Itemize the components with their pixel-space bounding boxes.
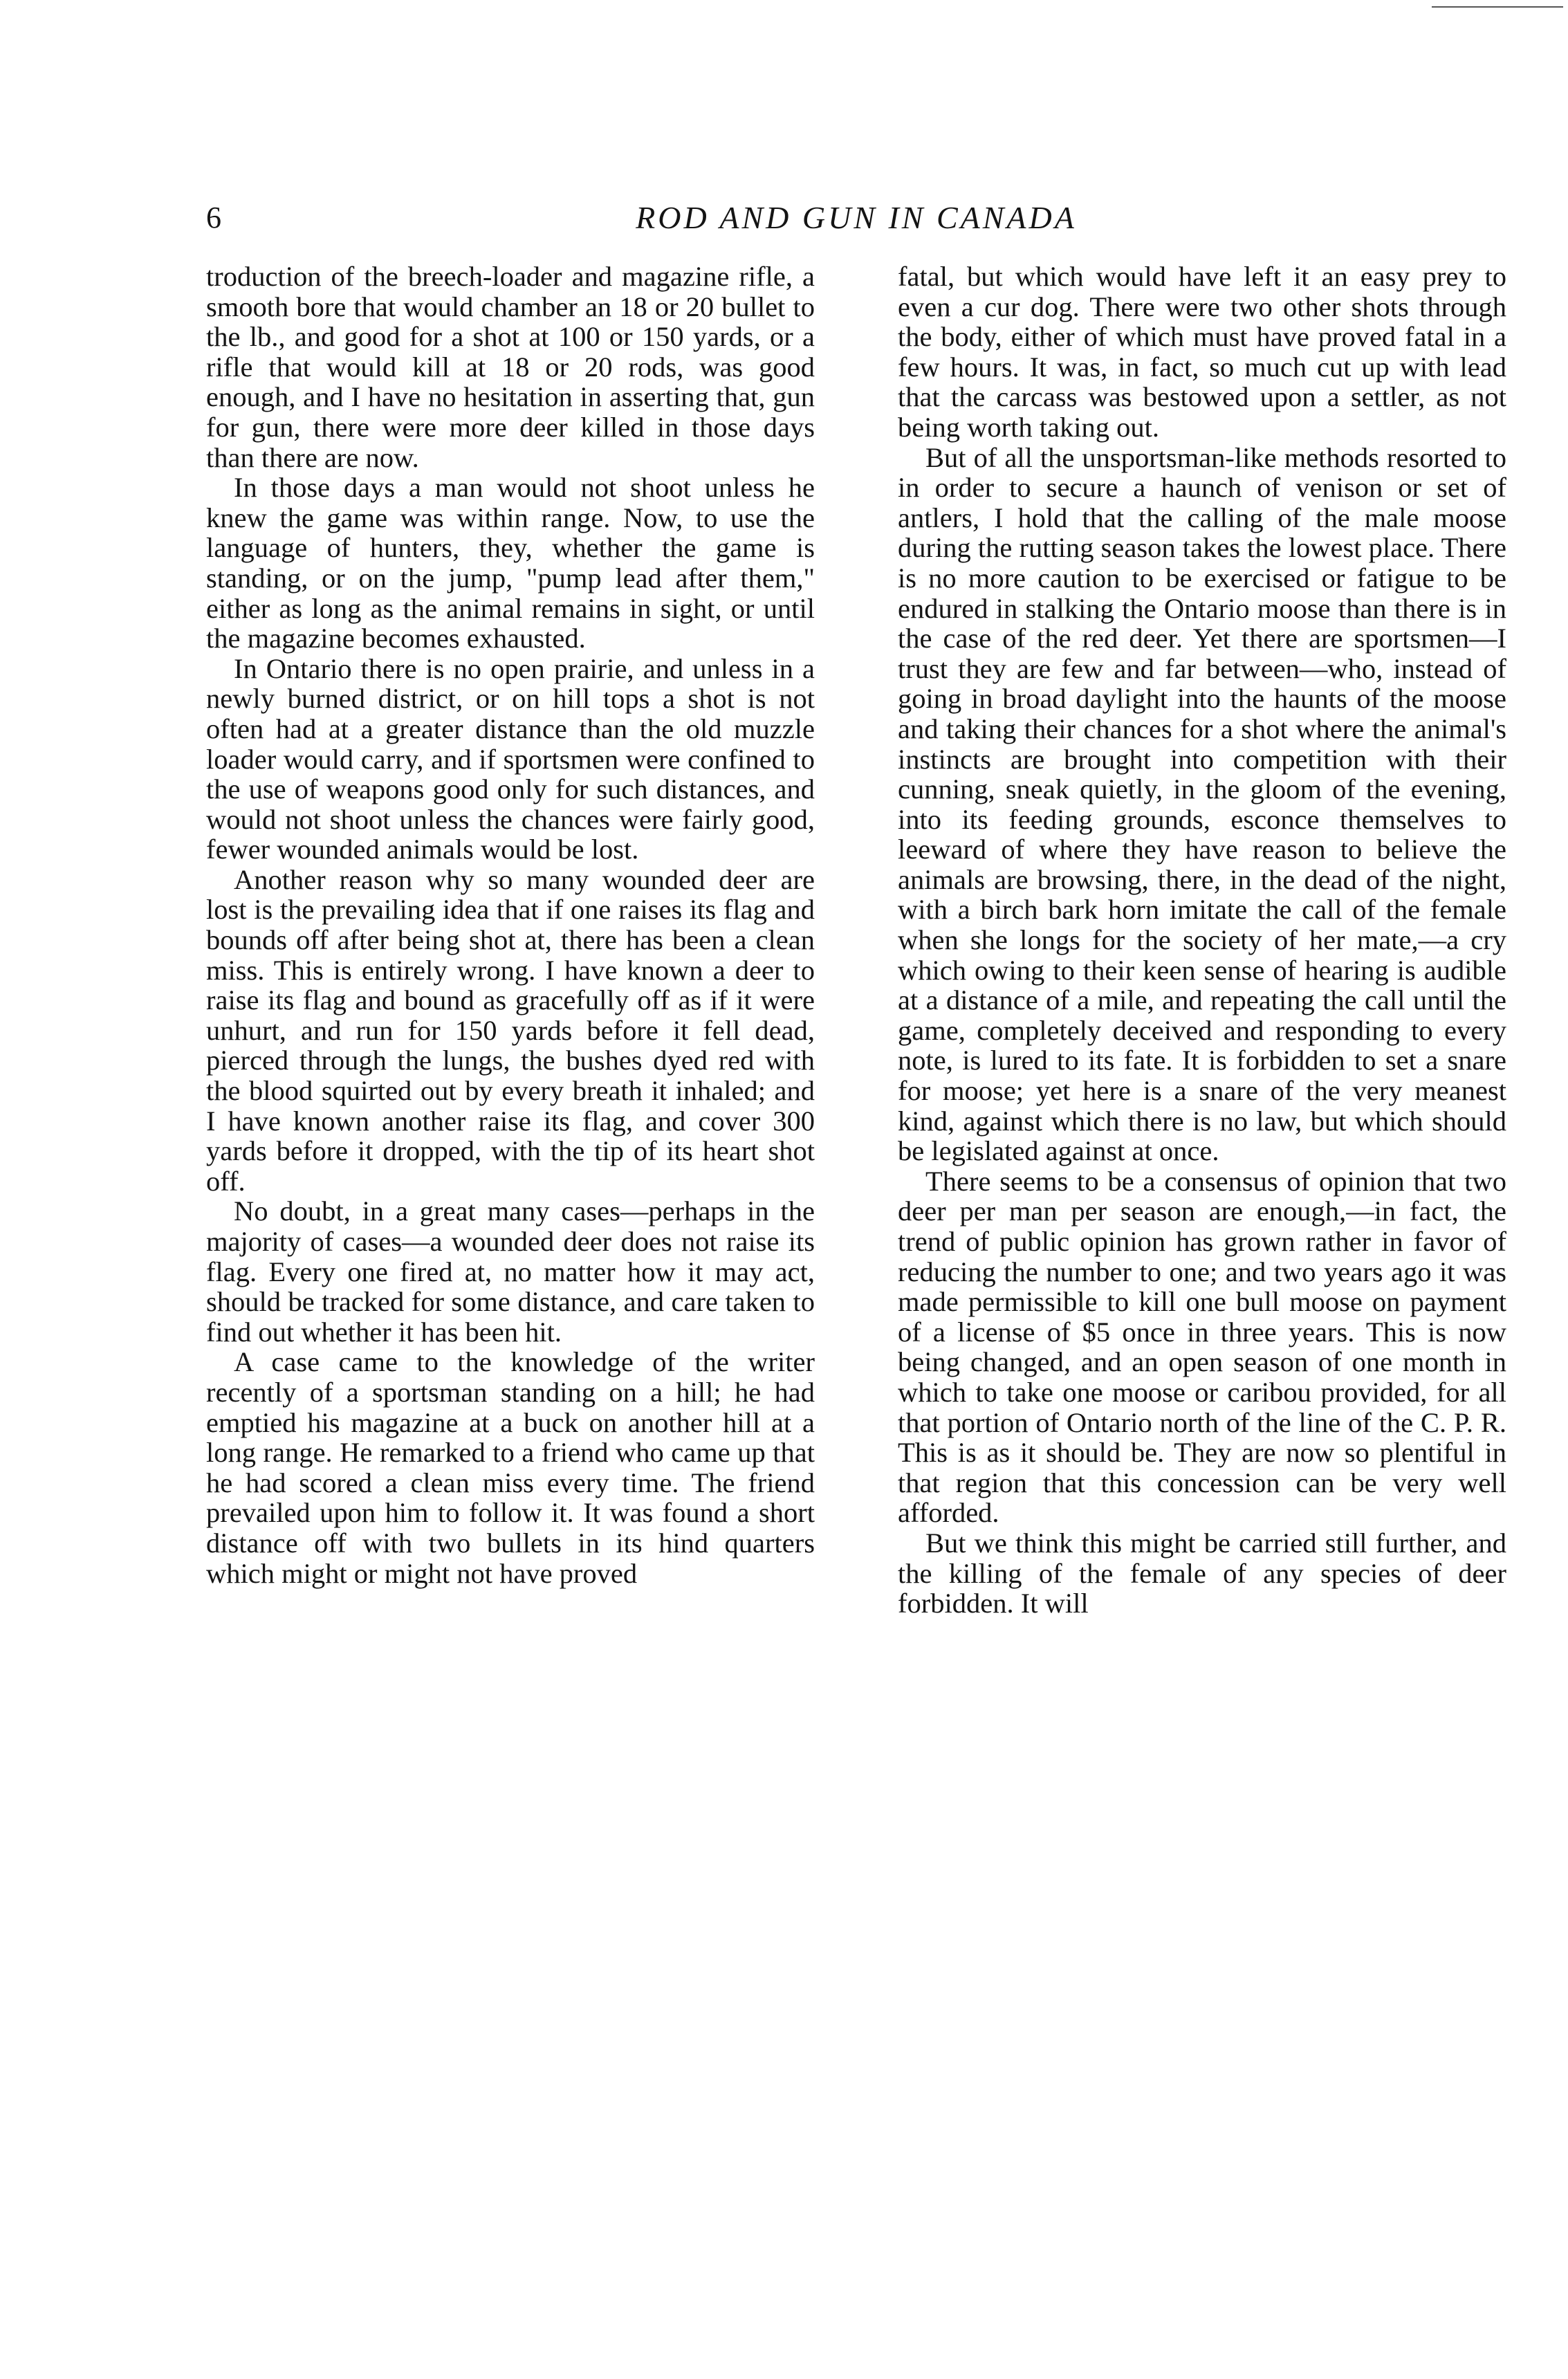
running-title: ROD AND GUN IN CANADA	[636, 200, 1077, 235]
paragraph: troduction of the breech-loader and magazine rifle, a smooth bore that would chamber an 18 or 20 bullet to the lb., and good for a shot at 100 or 150 yards, or a rifle that would kill at 18 or 20 rods, was good enough, and I have no hesitation in asserting that, gun for gun, there were more deer killed in those days than there are now.	[206, 261, 815, 473]
paragraph: But we think this might be carried still further, and the killing of the female of any species of deer forbidden. It will	[898, 1527, 1506, 1619]
paragraph: But of all the unsportsman-like methods resorted to in order to secure a haunch of venison or set of antlers, I hold that the calling of the male moose during the rutting season takes the lowest place. There is no more caution to be exercised or fatigue to be endured in stalking the Ontario moose than there is in the case of the red deer. Yet there are sportsmen—I trust they are few and far between—who, instead of going in broad daylight into the haunts of the moose and taking their chances for a shot where the animal's instincts are brought into competition with their cunning, sneak quietly, in the gloom of the evening, into its feeding grounds, esconce themselves to leeward of where they have reason to believe the animals are browsing, there, in the dead of the night, with a birch bark horn imitate the call of the female when she longs for the society of her mate,—a cry which owing to their keen sense of hearing is audible at a distance of a mile, and repeating the call until the game, completely deceived and responding to every note, is lured to its fate. It is forbidden to set a snare for moose; yet here is a snare of the very meanest kind, against which there is no law, but which should be legislated against at once.	[898, 441, 1506, 1167]
paragraph: fatal, but which would have left it an easy prey to even a cur dog. There were two other shots through the body, either of which must have proved fatal in a few hours. It was, in fact, so much cut up with lead that the carcass was bestowed upon a settler, as not being worth taking out.	[898, 261, 1506, 443]
left-column	[206, 261, 815, 2309]
page-header	[206, 197, 1506, 239]
paragraph: No doubt, in a great many cases—perhaps in the majority of cases—a wounded deer does not raise its flag. Every one fired at, no matter how it may act, should be tracked for some distance, and care taken to find out whether it has been hit.	[206, 1195, 815, 1348]
page-number: 6	[206, 201, 221, 235]
paragraph: There seems to be a consensus of opinion that two deer per man per season are enough,—in fact, the trend of public opinion has grown rather in favor of reducing the number to one; and two years ago it was made permissible to kill one bull moose on payment of a license of $5 once in three years. This is now being changed, and an open season of one month in which to take one moose or caribou provided, for all that portion of Ontario north of the line of the C. P. R. This is as it should be. They are now so plentiful in that region that this concession can be very well afforded.	[898, 1165, 1506, 1529]
top-edge-rule	[1432, 6, 1563, 8]
paragraph: Another reason why so many wounded deer are lost is the prevailing idea that if one raises its flag and bounds off after being shot at, there has been a clean miss. This is entirely wrong. I have known a deer to raise its flag and bound as gracefully off as if it were unhurt, and run for 150 yards before it fell dead, pierced through the lungs, the bushes dyed red with the blood squirted out by every breath it inhaled; and I have known another raise its flag, and cover 300 yards before it dropped, with the tip of its heart shot off.	[206, 863, 815, 1197]
paragraph: In Ontario there is no open prairie, and unless in a newly burned district, or on hill tops a shot is not often had at a greater distance than the old muzzle loader would carry, and if sportsmen were confined to the use of weapons good only for such distances, and would not shoot unless the chances were fairly good, fewer wounded animals would be lost.	[206, 652, 815, 865]
paragraph: In those days a man would not shoot unless he knew the game was within range. Now, to use the language of hunters, they, whether the game is standing, or on the jump, "pump lead after them," either as long as the animal remains in sight, or until the magazine becomes exhausted.	[206, 472, 815, 654]
right-column	[898, 261, 1506, 2309]
paragraph: A case came to the knowledge of the writer recently of a sportsman standing on a hill; he had emptied his magazine at a buck on another hill at a long range. He remarked to a friend who came up that he had scored a clean miss every time. The friend prevailed upon him to follow it. It was found a short distance off with two bullets in its hind quarters which might or might not have proved	[206, 1346, 815, 1589]
